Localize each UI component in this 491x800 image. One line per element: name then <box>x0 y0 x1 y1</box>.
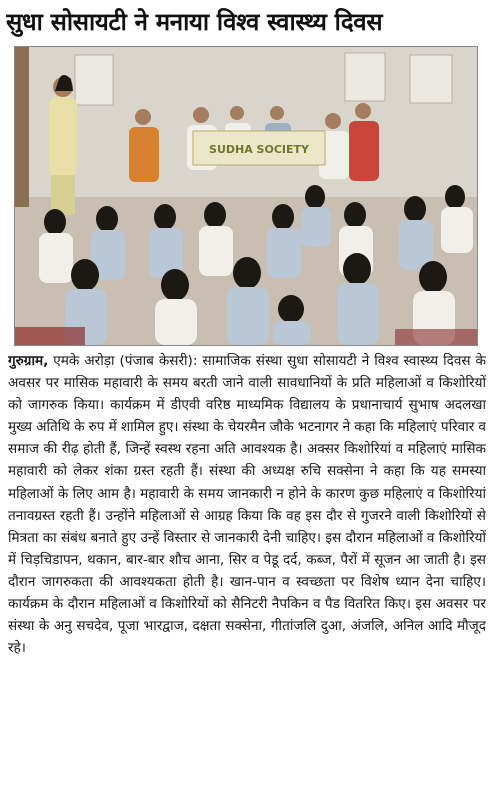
event-photo <box>14 46 478 346</box>
society-banner <box>193 131 325 165</box>
article-dateline: गुरुग्राम, <box>8 353 49 369</box>
article-body <box>8 350 486 798</box>
headline: सुधा सोसायटी ने मनाया विश्व स्वास्थ्य दिवस <box>6 8 383 36</box>
article-text: एमके अरोड़ा (पंजाब केसरी): सामाजिक संस्था सुधा सोसायटी ने विश्व स्वास्थ्य दिवस के अवसर पर मासिक महावारी के समय बरती जाने वाली सावधानियों के प्रति महिलाओं व किशोरियों को जागरुक किया। कार्यक्रम में डीएवी वरिष्ठ माध्यमिक विद्यालय के प्रधानाचार्य सुभाष अदलखा मुख्य अतिथि के रुप में शामिल हुए। संस्था के चेयरमैन जौके भटनागर ने कहा कि महिलाएं परिवार व समाज की रीढ़ होती हैं, जिन्हें स्वस्थ रहना अति आवश्यक है। अक्सर किशोरियां व महिलाएं मासिक महावारी को लेकर शंका ग्रस्त रहती हैं। संस्था की अध्यक्ष रुचि सक्सेना ने कहा कि यह समस्या महिलाओं के लिए आम है। महावारी के समय जानकारी न होने के कारण कुछ महिलाएं व किशोरियां तनावग्रस्त रहती हैं। उन्होंने महिलाओं से आग्रह किया कि वह इस दौर से गुजरने वाली किशोरियों से मित्रता का संबंध बनाते हुए उन्हें विस्तार से जानकारी देनी चाहिए। इस दौरान महिलाओं व किशोरियों में चिड़चिडापन, थकान, बार-बार शौच आना, सिर व पेडू दर्द, कब्ज, पैरों में सूजन आ जाती है। इस दौरान जागरुकता की आवश्यकता होती है। खान-पान व स्वच्छता पर विशेष ध्यान देना चाहिए। कार्यक्रम के दौरान महिलाओं व किशोरियों को सैनिटरी नैपकिन व पैड वितरित किए। इस अवसर पर संस्था के अनु सचदेव, पूजा भारद्वाज, दक्षता सक्सेना, गीतांजलि दुआ, अंजलि, अनिल आदि मौजूद रहे। <box>8 353 486 657</box>
banner-text: SUDHA SOCIETY <box>209 143 309 156</box>
